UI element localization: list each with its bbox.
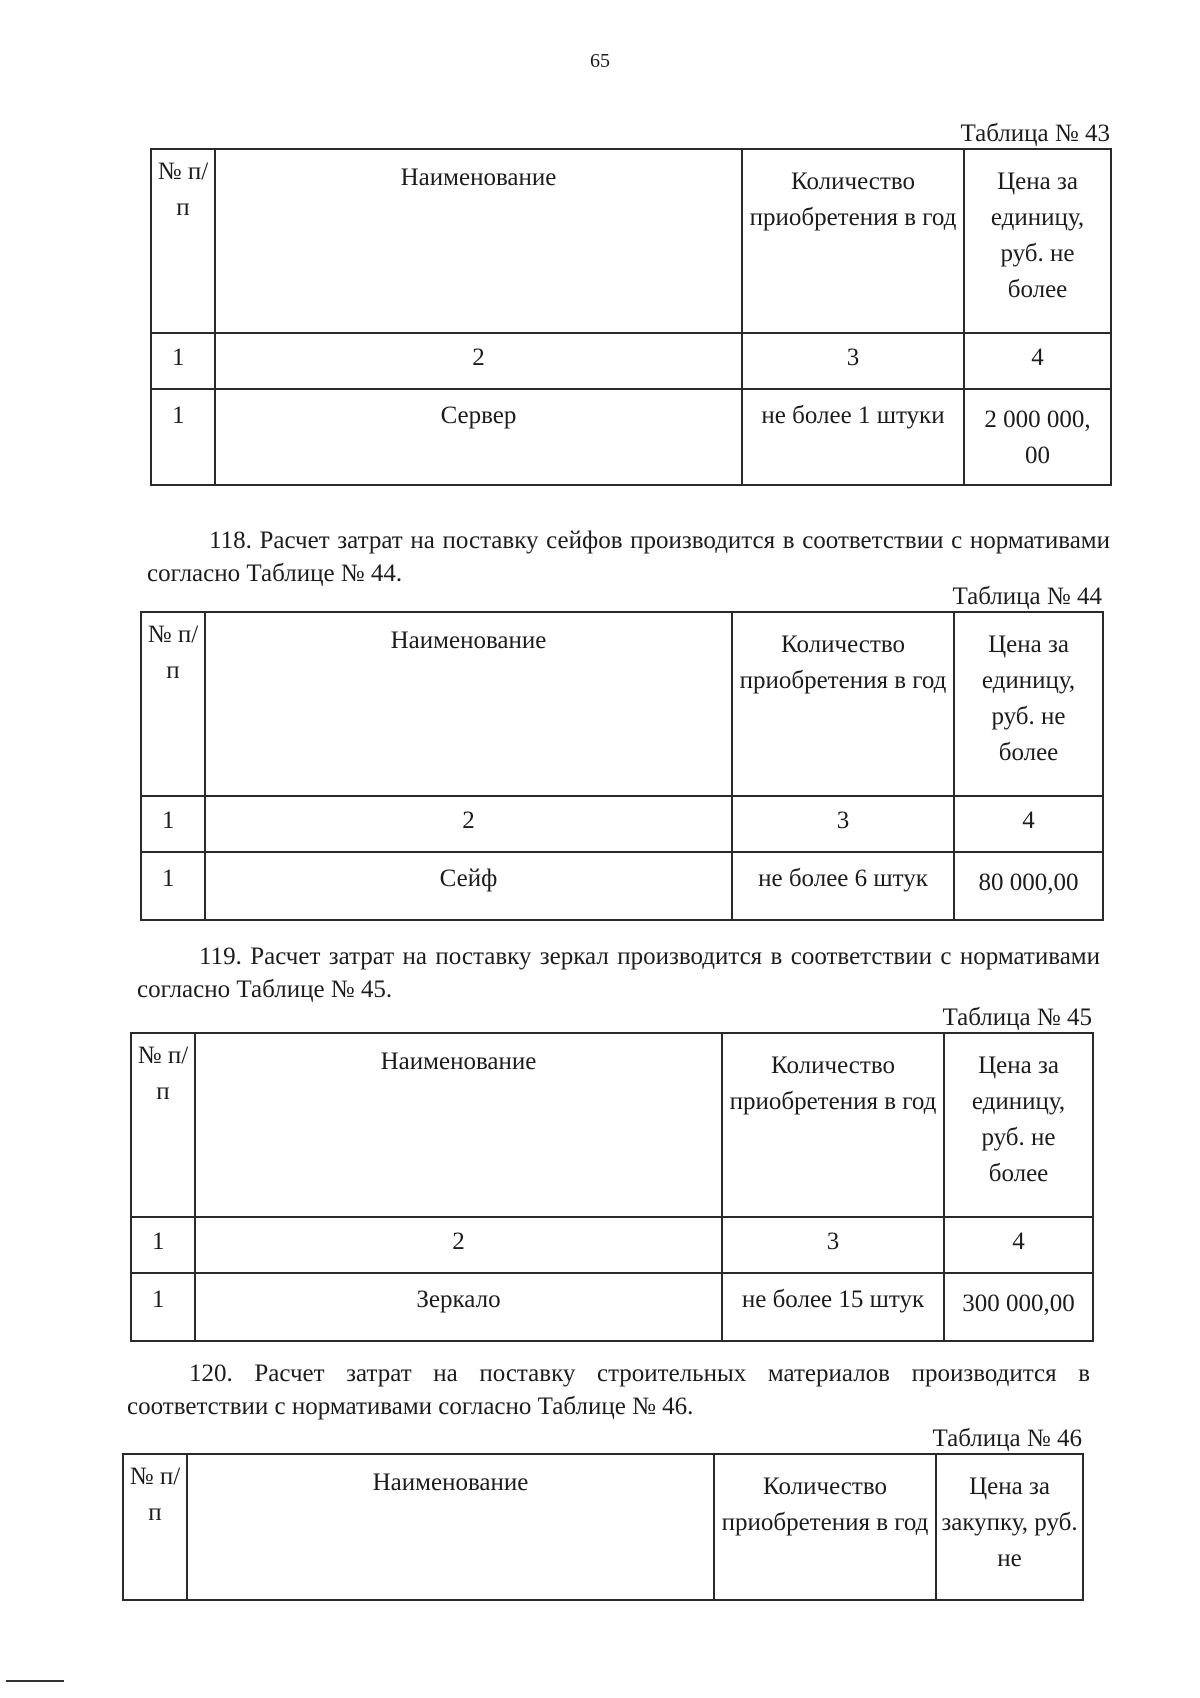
row-qty: не более 1 штуки (742, 389, 964, 485)
header-name: Наименование (195, 1033, 722, 1217)
table-43-block (150, 120, 1110, 486)
header-name: Наименование (215, 149, 742, 333)
index-cell: 1 (131, 1217, 195, 1273)
header-qty: Количество приобретения в год (714, 1454, 936, 1600)
table-46 (122, 1453, 1084, 1601)
index-cell: 4 (944, 1217, 1093, 1273)
index-cell: 2 (205, 796, 732, 852)
row-qty: не более 6 штук (732, 852, 954, 920)
row-num: 1 (141, 852, 205, 920)
table-caption: Таблица № 45 (942, 1004, 1092, 1031)
header-qty: Количество приобретения в год (732, 612, 954, 796)
table-44 (140, 611, 1104, 921)
row-name: Зеркало (195, 1273, 722, 1341)
row-name: Сервер (215, 389, 742, 485)
index-cell: 3 (722, 1217, 944, 1273)
index-cell: 1 (151, 333, 215, 389)
header-price: Цена за единицу, руб. не более (954, 612, 1103, 796)
header-name: Наименование (187, 1454, 714, 1600)
header-price: Цена за закупку, руб. не (936, 1454, 1083, 1600)
header-num: № п/п (123, 1454, 187, 1600)
header-price: Цена за единицу, руб. не более (964, 149, 1111, 333)
row-qty: не более 15 штук (722, 1273, 944, 1341)
index-cell: 3 (742, 333, 964, 389)
header-qty: Количество приобретения в год (722, 1033, 944, 1217)
index-cell: 1 (141, 796, 205, 852)
table-45 (130, 1032, 1094, 1342)
header-num: № п/п (141, 612, 205, 796)
index-cell: 2 (215, 333, 742, 389)
paragraph-118: 118. Расчет затрат на поставку сейфов производится в соответствии с нормативами согласно Таблице № 44. (147, 527, 1110, 587)
header-price: Цена за единицу, руб. не более (944, 1033, 1093, 1217)
page-number: 65 (590, 50, 610, 72)
paragraph-119: 119. Расчет затрат на поставку зеркал производится в соответствии с нормативами согласно Таблице № 45. (137, 943, 1100, 1003)
row-price: 300 000,00 (944, 1273, 1093, 1341)
header-num: № п/п (131, 1033, 195, 1217)
index-cell: 3 (732, 796, 954, 852)
row-num: 1 (151, 389, 215, 485)
index-cell: 4 (964, 333, 1111, 389)
index-cell: 2 (195, 1217, 722, 1273)
row-num: 1 (131, 1273, 195, 1341)
header-qty: Количество приобретения в год (742, 149, 964, 333)
header-name: Наименование (205, 612, 732, 796)
row-price: 2 000 000, 00 (964, 389, 1111, 485)
table-caption: Таблица № 46 (932, 1425, 1082, 1452)
table-caption: Таблица № 44 (952, 583, 1102, 610)
table-43 (150, 148, 1112, 486)
footer-rule (6, 1680, 64, 1682)
row-price: 80 000,00 (954, 852, 1103, 920)
table-46-block (122, 1425, 1082, 1601)
index-cell: 4 (954, 796, 1103, 852)
table-44-block (140, 583, 1102, 921)
paragraph-120: 120. Расчет затрат на поставку строительных материалов производится в соответствии с нормативами согласно Таблице № 46. (127, 1360, 1090, 1420)
row-name: Сейф (205, 852, 732, 920)
table-caption: Таблица № 43 (960, 120, 1110, 147)
table-45-block (130, 1004, 1092, 1342)
header-num: № п/п (151, 149, 215, 333)
